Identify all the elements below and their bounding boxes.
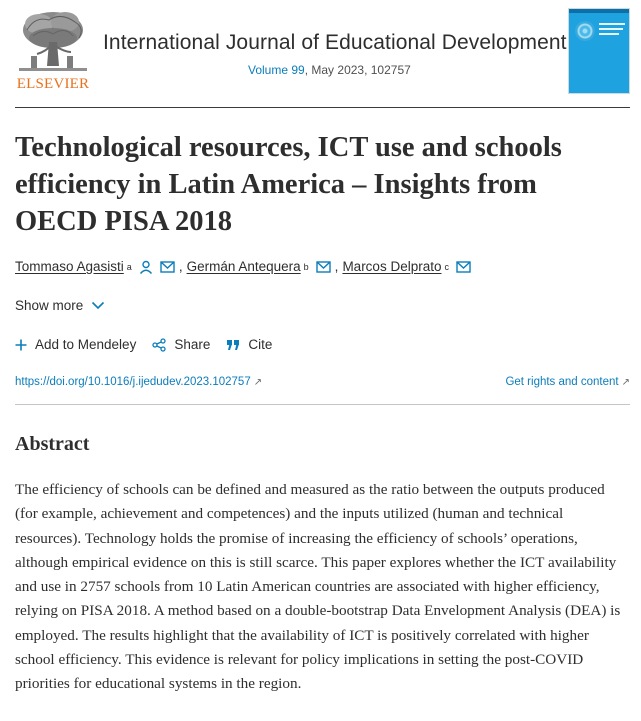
journal-header (0, 0, 641, 108)
abstract-body: The efficiency of schools can be defined and measured as the ratio between the outputs produced (for example, achievement and competences) and the inputs utilized (human and technical resources). Technology holds the promise of increasing the efficiency of schools’ operations, although empirical evidence on this is still scarce. This paper explores whether the ICT availability and use in 2757 schools from 10 Latin American countries are associated with higher efficiency, relying on PISA 2018. A method based on a double-bootstrap Data Envelopment Analysis (DEA) is employed. The results highlight that the availability of ICT is positively correlated with higher school efficiency. This evidence is relevant for policy implications in setting the post-COVID priorities for educational systems in the region. (15, 481, 621, 693)
add-to-mendeley-label: Add to Mendeley (35, 337, 137, 352)
article-actions (15, 337, 288, 352)
volume-link[interactable]: Volume 99 (248, 63, 305, 77)
quote-icon (226, 339, 240, 351)
issue-date-page: , May 2023, 102757 (304, 63, 411, 77)
cite-label: Cite (248, 337, 273, 352)
share-button[interactable] (152, 337, 210, 352)
cover-emblem (575, 21, 595, 41)
show-more-button[interactable] (15, 298, 105, 313)
cover-band (569, 9, 630, 13)
email-icon[interactable] (160, 261, 175, 273)
person-icon[interactable] (139, 260, 153, 274)
author-link[interactable]: Germán Antequera (186, 259, 301, 274)
cover-title-line (599, 28, 623, 30)
cover-title-line (599, 33, 619, 35)
doi-link[interactable] (15, 376, 262, 388)
author-separator: , (334, 259, 339, 274)
rights-text: Get rights and content (505, 376, 619, 388)
email-icon[interactable] (456, 261, 471, 273)
chevron-down-icon (91, 301, 105, 310)
cover-title-line (599, 23, 625, 25)
get-rights-link[interactable] (505, 376, 630, 388)
show-more-label: Show more (15, 298, 84, 313)
author-link[interactable]: Tommaso Agasisti (15, 259, 124, 274)
author-list (15, 259, 471, 274)
share-label: Share (174, 337, 211, 352)
journal-cover-thumbnail[interactable] (568, 8, 630, 94)
plus-icon (15, 339, 27, 351)
header-divider (15, 107, 630, 108)
journal-title-link[interactable]: International Journal of Educational Development (103, 31, 567, 54)
elsevier-wordmark: ELSEVIER (16, 76, 90, 92)
abstract-heading: Abstract (15, 433, 90, 455)
email-icon[interactable] (316, 261, 331, 273)
external-link-icon: ↗ (253, 377, 263, 388)
share-icon (152, 338, 166, 352)
journal-issue-info (248, 63, 411, 77)
author-affiliation-marker[interactable]: a (126, 261, 132, 272)
section-divider (15, 404, 630, 405)
cite-button[interactable] (226, 337, 272, 352)
article-title: Technological resources, ICT use and schools efficiency in Latin America – Insights from OECD PISA 2018 (15, 132, 562, 237)
author-affiliation-marker[interactable]: b (303, 261, 309, 272)
author-affiliation-marker[interactable]: c (444, 261, 449, 272)
external-link-icon: ↗ (621, 377, 630, 388)
author-link[interactable]: Marcos Delprato (342, 259, 442, 274)
add-to-mendeley-button[interactable] (15, 337, 136, 352)
author-separator: , (178, 259, 183, 274)
doi-text: https://doi.org/10.1016/j.ijedudev.2023.102757 (15, 376, 251, 388)
